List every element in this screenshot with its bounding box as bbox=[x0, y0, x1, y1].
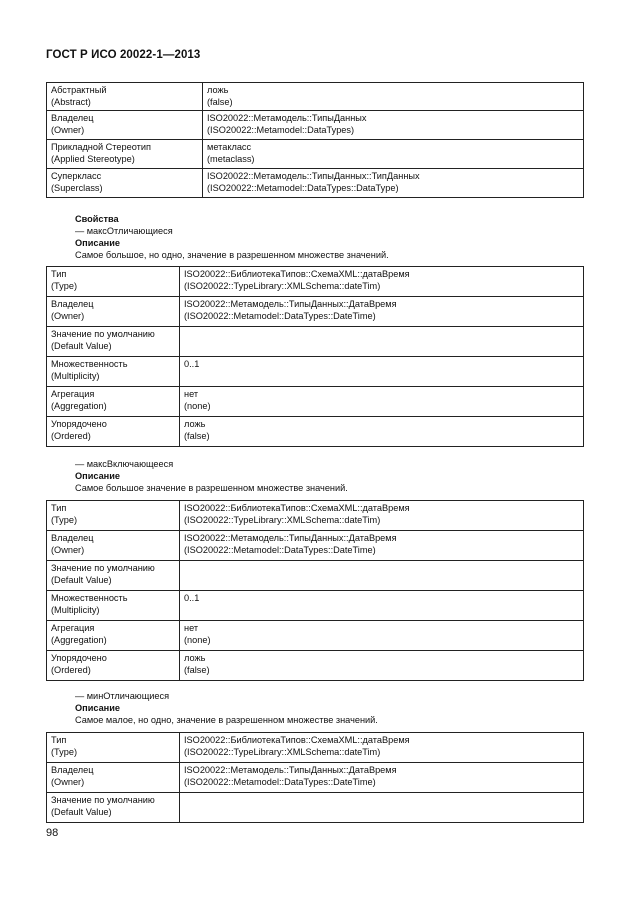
attribute-name-cell: Значение по умолчанию (Default Value) bbox=[47, 561, 180, 591]
description-heading: Описание bbox=[75, 471, 120, 481]
attribute-value-cell: ISO20022::БиблиотекаТипов::СхемаXML::датаВремя (ISO20022::TypeLibrary::XMLSchema::dateTim) bbox=[180, 267, 584, 297]
attribute-name-cell: Суперкласс (Superclass) bbox=[47, 169, 203, 198]
document-header: ГОСТ Р ИСО 20022-1—2013 bbox=[46, 49, 201, 61]
class-attributes-table bbox=[46, 82, 584, 198]
attribute-value-cell: ISO20022::Метамодель::ТипыДанных::ТипДанных (ISO20022::Metamodel::DataTypes::DataType) bbox=[203, 169, 584, 198]
properties-heading: Свойства bbox=[75, 214, 119, 224]
table-row bbox=[47, 793, 584, 823]
property-name: — максОтличающиеся bbox=[75, 226, 173, 236]
attribute-value-cell bbox=[180, 793, 584, 823]
attribute-value-cell: ISO20022::Метамодель::ТипыДанных (ISO20022::Metamodel::DataTypes) bbox=[203, 111, 584, 140]
attribute-name-cell: Упорядочено (Ordered) bbox=[47, 651, 180, 681]
attribute-name-cell: Владелец (Owner) bbox=[47, 297, 180, 327]
table-row bbox=[47, 111, 584, 140]
attribute-value-cell: ложь (false) bbox=[180, 417, 584, 447]
table-row bbox=[47, 763, 584, 793]
table-row bbox=[47, 387, 584, 417]
attribute-name-cell: Владелец (Owner) bbox=[47, 531, 180, 561]
table-row bbox=[47, 357, 584, 387]
property-name: — максВключающееся bbox=[75, 459, 174, 469]
description-text: Самое малое, но одно, значение в разрешенном множестве значений. bbox=[75, 715, 378, 725]
table-row bbox=[47, 267, 584, 297]
attribute-value-cell bbox=[180, 561, 584, 591]
attribute-name-cell: Владелец (Owner) bbox=[47, 763, 180, 793]
attribute-name-cell: Агрегация (Aggregation) bbox=[47, 621, 180, 651]
attribute-value-cell: ISO20022::БиблиотекаТипов::СхемаXML::датаВремя (ISO20022::TypeLibrary::XMLSchema::dateTim) bbox=[180, 733, 584, 763]
table-row bbox=[47, 297, 584, 327]
attribute-value-cell: 0..1 bbox=[180, 357, 584, 387]
attribute-name-cell: Множественность (Multiplicity) bbox=[47, 591, 180, 621]
table-row bbox=[47, 733, 584, 763]
description-text: Самое большое значение в разрешенном множестве значений. bbox=[75, 483, 348, 493]
attribute-name-cell: Абстрактный (Abstract) bbox=[47, 83, 203, 111]
property-table-min-exclusive bbox=[46, 732, 584, 823]
attribute-value-cell: нет (none) bbox=[180, 621, 584, 651]
description-heading: Описание bbox=[75, 238, 120, 248]
attribute-name-cell: Прикладной Стереотип (Applied Stereotype) bbox=[47, 140, 203, 169]
attribute-value-cell: ISO20022::Метамодель::ТипыДанных::ДатаВремя (ISO20022::Metamodel::DataTypes::DateTime) bbox=[180, 763, 584, 793]
attribute-name-cell: Множественность (Multiplicity) bbox=[47, 357, 180, 387]
description-heading: Описание bbox=[75, 703, 120, 713]
table-row bbox=[47, 327, 584, 357]
attribute-name-cell: Агрегация (Aggregation) bbox=[47, 387, 180, 417]
attribute-value-cell: метакласс (metaclass) bbox=[203, 140, 584, 169]
attribute-name-cell: Тип (Type) bbox=[47, 501, 180, 531]
attribute-name-cell: Тип (Type) bbox=[47, 733, 180, 763]
description-text: Самое большое, но одно, значение в разрешенном множестве значений. bbox=[75, 250, 389, 260]
attribute-value-cell: ISO20022::Метамодель::ТипыДанных::ДатаВремя (ISO20022::Metamodel::DataTypes::DateTime) bbox=[180, 297, 584, 327]
table-row bbox=[47, 621, 584, 651]
attribute-name-cell: Значение по умолчанию (Default Value) bbox=[47, 793, 180, 823]
table-row bbox=[47, 169, 584, 198]
table-row bbox=[47, 501, 584, 531]
property-name: — минОтличающиеся bbox=[75, 691, 170, 701]
attribute-value-cell bbox=[180, 327, 584, 357]
attribute-value-cell: 0..1 bbox=[180, 591, 584, 621]
attribute-value-cell: ISO20022::БиблиотекаТипов::СхемаXML::датаВремя (ISO20022::TypeLibrary::XMLSchema::dateTim) bbox=[180, 501, 584, 531]
page-number: 98 bbox=[46, 827, 59, 839]
attribute-name-cell: Упорядочено (Ordered) bbox=[47, 417, 180, 447]
attribute-value-cell: ложь (false) bbox=[180, 651, 584, 681]
property-table-max-exclusive bbox=[46, 266, 584, 447]
table-row bbox=[47, 651, 584, 681]
property-table-max-inclusive bbox=[46, 500, 584, 681]
attribute-name-cell: Тип (Type) bbox=[47, 267, 180, 297]
table-row bbox=[47, 140, 584, 169]
attribute-value-cell: ложь (false) bbox=[203, 83, 584, 111]
table-row bbox=[47, 531, 584, 561]
attribute-value-cell: нет (none) bbox=[180, 387, 584, 417]
attribute-name-cell: Владелец (Owner) bbox=[47, 111, 203, 140]
table-row bbox=[47, 561, 584, 591]
attribute-name-cell: Значение по умолчанию (Default Value) bbox=[47, 327, 180, 357]
table-row bbox=[47, 591, 584, 621]
table-row bbox=[47, 83, 584, 111]
table-row bbox=[47, 417, 584, 447]
attribute-value-cell: ISO20022::Метамодель::ТипыДанных::ДатаВремя (ISO20022::Metamodel::DataTypes::DateTime) bbox=[180, 531, 584, 561]
